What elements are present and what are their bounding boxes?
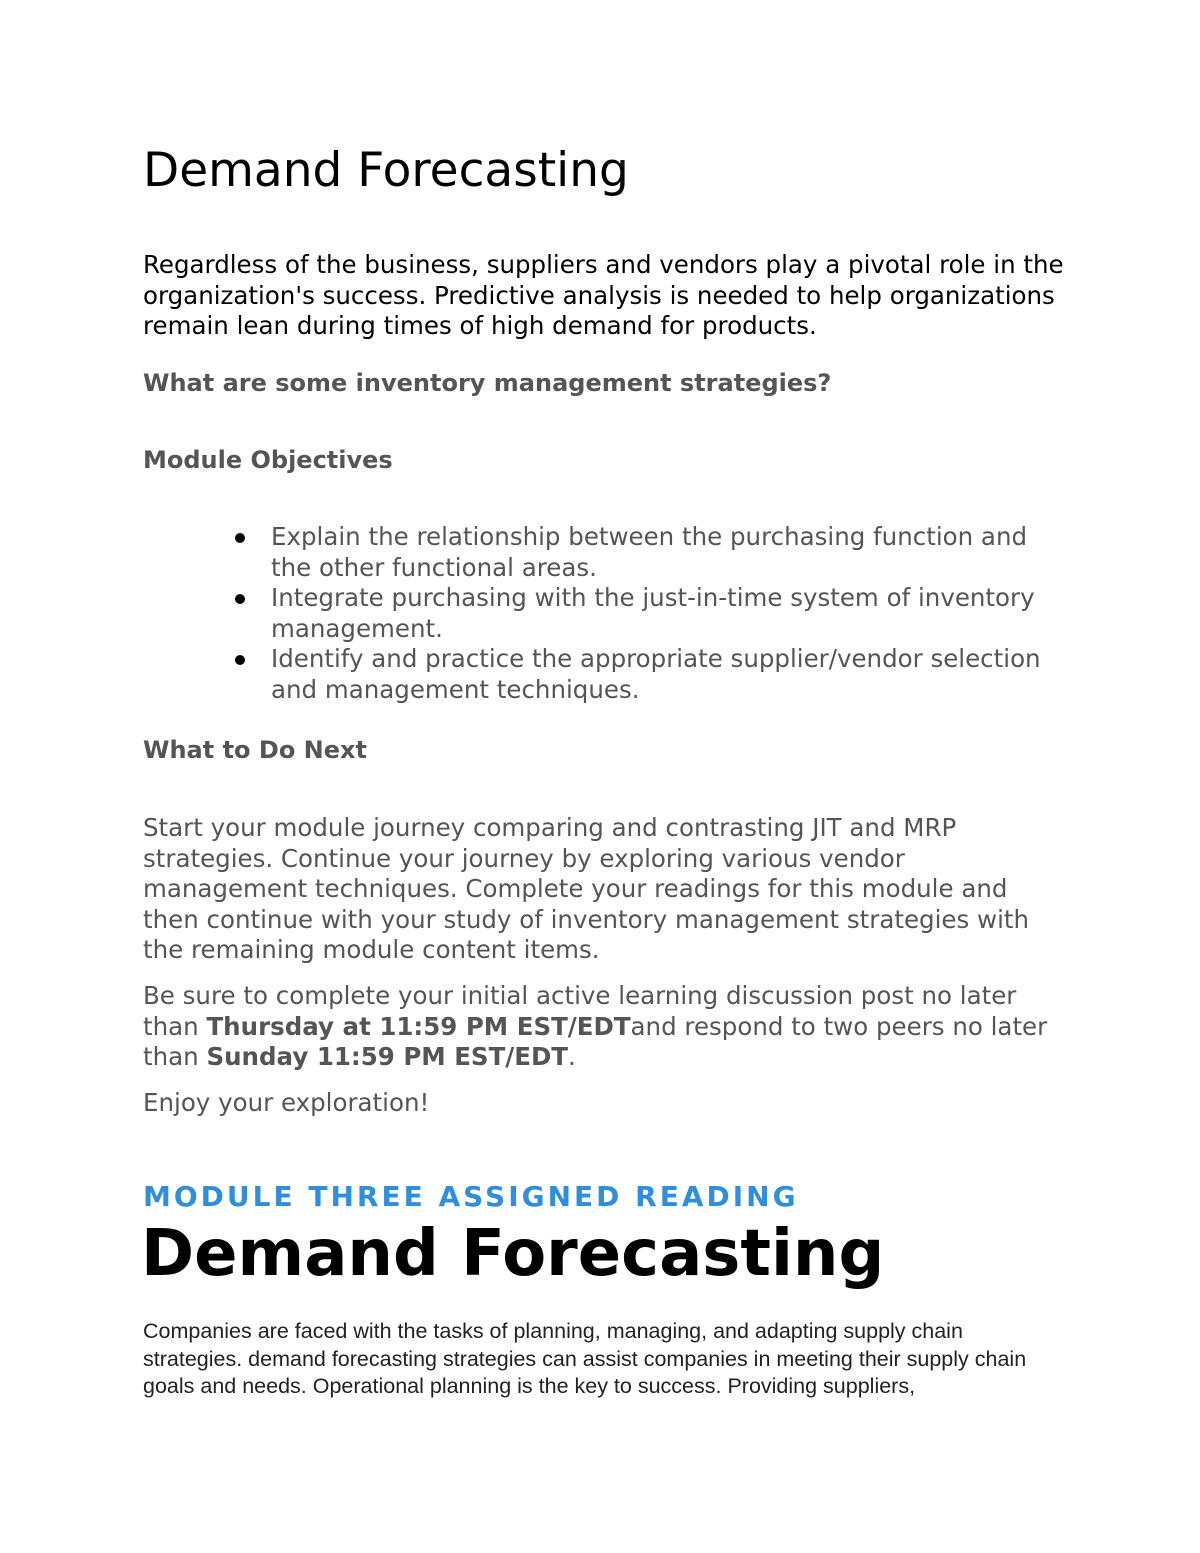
objectives-heading: Module Objectives xyxy=(143,446,393,474)
reading-kicker: MODULE THREE ASSIGNED READING xyxy=(143,1180,799,1213)
reading-body: Companies are faced with the tasks of planning, managing, and adapting supply chain strategies. demand forecasting strategies can assist companies in meeting their supply chain goals and needs. Operational planning is the key to success. Providing suppliers, xyxy=(143,1319,1027,1398)
peer-response-deadline: Sunday 11:59 PM EST/EDT xyxy=(206,1042,569,1071)
bullet-icon xyxy=(235,594,245,604)
objective-text: Identify and practice the appropriate supplier/vendor selection and management techniques. xyxy=(271,644,1041,704)
bullet-icon xyxy=(235,655,245,665)
reading-title: Demand Forecasting xyxy=(141,1217,885,1291)
list-item xyxy=(143,644,1053,705)
bullet-icon xyxy=(235,533,245,543)
next-steps-heading: What to Do Next xyxy=(143,736,367,764)
deadline-text: . xyxy=(568,1042,576,1071)
deadline-text: Be sure to complete your initial active learning discussion post no later than xyxy=(143,981,1017,1041)
deadline-paragraph xyxy=(143,981,1063,1073)
objectives-list xyxy=(143,522,1053,705)
list-item xyxy=(143,583,1053,644)
guiding-question: What are some inventory management strategies? xyxy=(143,369,832,397)
list-item xyxy=(143,522,1053,583)
initial-post-deadline: Thursday at 11:59 PM EST/EDT xyxy=(206,1011,631,1041)
objective-text: Integrate purchasing with the just-in-time system of inventory management. xyxy=(271,583,1035,643)
objective-text: Explain the relationship between the purchasing function and the other functional areas. xyxy=(271,522,1028,582)
closing-line: Enjoy your exploration! xyxy=(143,1088,430,1117)
deadline-text: and respond to two peers no later than xyxy=(143,1011,1048,1071)
intro-paragraph: Regardless of the business, suppliers and vendors play a pivotal role in the organization's success. Predictive analysis is needed to help organizations remain lean during times of high demand for products. xyxy=(143,250,1064,340)
next-steps-paragraph: Start your module journey comparing and contrasting JIT and MRP strategies. Continue your journey by exploring various vendor management techniques. Complete your readings for this module and then continue with your study of inventory management strategies with the remaining module content items. xyxy=(143,813,1030,964)
document-title: Demand Forecasting xyxy=(143,143,629,198)
